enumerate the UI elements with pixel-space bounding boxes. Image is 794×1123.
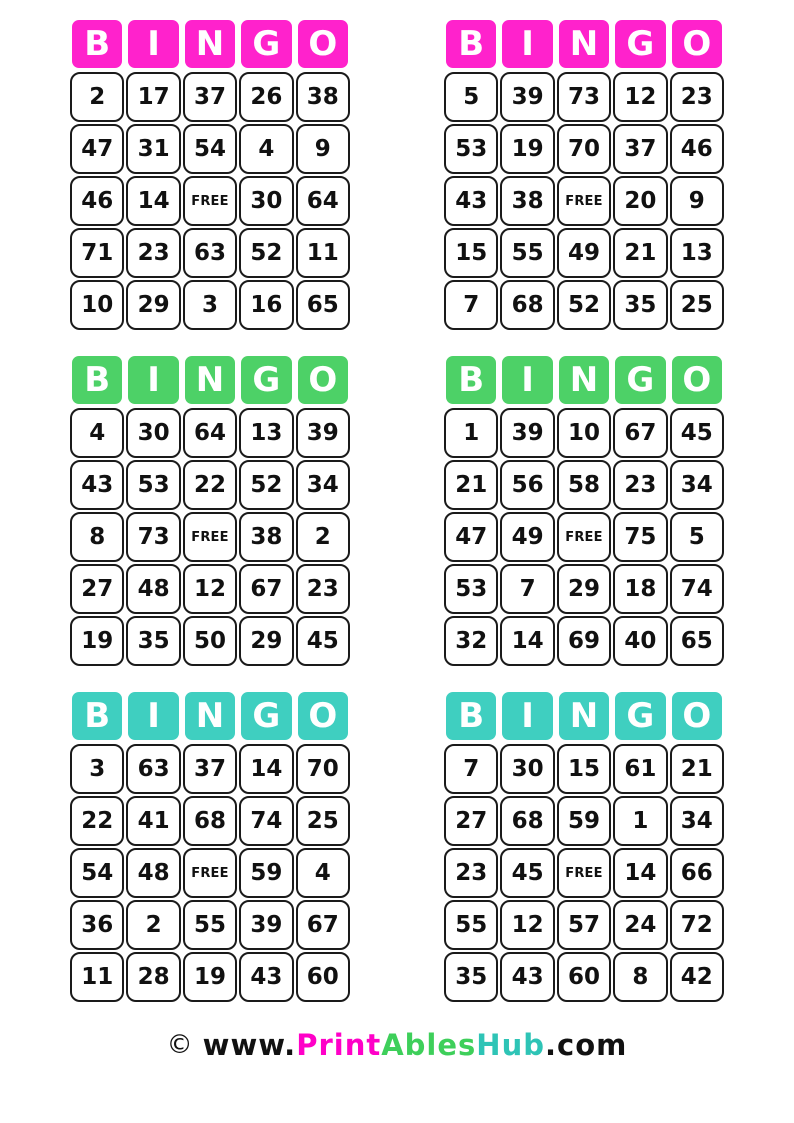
bingo-number-cell[interactable]: 69 — [557, 616, 611, 666]
bingo-row — [444, 900, 724, 950]
bingo-number-cell[interactable]: 29 — [126, 280, 180, 330]
bingo-number-cell[interactable]: 47 — [70, 124, 124, 174]
bingo-number-cell[interactable]: 31 — [126, 124, 180, 174]
bingo-header-letter: B — [444, 690, 498, 742]
bingo-number-cell[interactable]: 35 — [126, 616, 180, 666]
bingo-number-cell[interactable]: 65 — [296, 280, 350, 330]
bingo-header-letter: N — [183, 18, 237, 70]
bingo-header-letter: B — [70, 354, 124, 406]
bingo-header-letter: N — [183, 690, 237, 742]
bingo-number-cell[interactable]: 7 — [444, 280, 498, 330]
bingo-number-cell[interactable]: 39 — [296, 408, 350, 458]
bingo-number-cell[interactable]: 12 — [500, 900, 554, 950]
bingo-card-header — [444, 18, 724, 70]
bingo-number-cell[interactable]: 28 — [126, 952, 180, 1002]
bingo-number-cell[interactable]: 40 — [613, 616, 667, 666]
bingo-card — [70, 354, 350, 666]
bingo-number-cell[interactable]: 46 — [70, 176, 124, 226]
bingo-number-cell[interactable]: 61 — [613, 744, 667, 794]
bingo-header-letter: I — [126, 18, 180, 70]
bingo-number-cell[interactable]: 19 — [500, 124, 554, 174]
bingo-number-cell[interactable]: 34 — [670, 460, 724, 510]
bingo-number-cell[interactable]: 53 — [444, 564, 498, 614]
bingo-number-cell[interactable]: 17 — [126, 72, 180, 122]
bingo-number-cell[interactable]: 43 — [70, 460, 124, 510]
bingo-number-cell[interactable]: 4 — [296, 848, 350, 898]
bingo-number-cell[interactable]: 13 — [239, 408, 293, 458]
bingo-row — [70, 280, 350, 330]
bingo-number-cell[interactable]: 60 — [557, 952, 611, 1002]
bingo-row — [444, 796, 724, 846]
bingo-row — [70, 176, 350, 226]
bingo-number-cell[interactable]: 20 — [613, 176, 667, 226]
bingo-free-cell[interactable]: FREE — [183, 176, 237, 226]
bingo-number-cell[interactable]: 52 — [557, 280, 611, 330]
bingo-header-letter: I — [500, 690, 554, 742]
bingo-number-cell[interactable]: 70 — [296, 744, 350, 794]
bingo-number-cell[interactable]: 21 — [444, 460, 498, 510]
bingo-number-cell[interactable]: 37 — [613, 124, 667, 174]
bingo-number-cell[interactable]: 49 — [557, 228, 611, 278]
bingo-number-cell[interactable]: 63 — [183, 228, 237, 278]
bingo-number-cell[interactable]: 34 — [296, 460, 350, 510]
bingo-number-cell[interactable]: 9 — [670, 176, 724, 226]
bingo-number-cell[interactable]: 12 — [183, 564, 237, 614]
bingo-number-cell[interactable]: 50 — [183, 616, 237, 666]
url-part: Print — [296, 1028, 382, 1062]
bingo-number-cell[interactable]: 1 — [444, 408, 498, 458]
bingo-header-letter: I — [500, 354, 554, 406]
bingo-row — [70, 796, 350, 846]
bingo-cards-grid — [70, 18, 724, 1002]
bingo-number-cell[interactable]: 3 — [70, 744, 124, 794]
bingo-number-cell[interactable]: 7 — [444, 744, 498, 794]
bingo-number-cell[interactable]: 2 — [70, 72, 124, 122]
bingo-number-cell[interactable]: 68 — [500, 280, 554, 330]
bingo-free-cell[interactable]: FREE — [183, 512, 237, 562]
bingo-number-cell[interactable]: 53 — [444, 124, 498, 174]
bingo-card — [70, 690, 350, 1002]
bingo-number-cell[interactable]: 9 — [296, 124, 350, 174]
bingo-number-cell[interactable]: 58 — [557, 460, 611, 510]
bingo-number-cell[interactable]: 46 — [670, 124, 724, 174]
bingo-header-letter: B — [70, 18, 124, 70]
bingo-number-cell[interactable]: 23 — [296, 564, 350, 614]
bingo-row — [444, 280, 724, 330]
bingo-number-cell[interactable]: 73 — [126, 512, 180, 562]
bingo-header-letter: O — [670, 354, 724, 406]
bingo-free-cell[interactable]: FREE — [557, 512, 611, 562]
bingo-number-cell[interactable]: 14 — [500, 616, 554, 666]
bingo-header-letter: N — [557, 690, 611, 742]
bingo-number-cell[interactable]: 27 — [70, 564, 124, 614]
bingo-header-letter: O — [670, 690, 724, 742]
bingo-number-cell[interactable]: 38 — [500, 176, 554, 226]
bingo-row — [444, 124, 724, 174]
bingo-number-cell[interactable]: 27 — [444, 796, 498, 846]
bingo-number-cell[interactable]: 5 — [444, 72, 498, 122]
bingo-row — [70, 460, 350, 510]
bingo-number-cell[interactable]: 52 — [239, 228, 293, 278]
bingo-number-cell[interactable]: 60 — [296, 952, 350, 1002]
bingo-number-cell[interactable]: 74 — [239, 796, 293, 846]
bingo-number-cell[interactable]: 24 — [613, 900, 667, 950]
bingo-number-cell[interactable]: 11 — [70, 952, 124, 1002]
bingo-row — [444, 616, 724, 666]
bingo-number-cell[interactable]: 48 — [126, 848, 180, 898]
bingo-number-cell[interactable]: 54 — [70, 848, 124, 898]
bingo-number-cell[interactable]: 10 — [70, 280, 124, 330]
bingo-row — [444, 460, 724, 510]
url-part: www. — [202, 1028, 297, 1062]
bingo-row — [70, 616, 350, 666]
bingo-row — [444, 228, 724, 278]
bingo-number-cell[interactable]: 2 — [296, 512, 350, 562]
bingo-number-cell[interactable]: 73 — [557, 72, 611, 122]
bingo-row — [70, 72, 350, 122]
bingo-header-letter: N — [557, 354, 611, 406]
bingo-number-cell[interactable]: 23 — [670, 72, 724, 122]
bingo-number-cell[interactable]: 55 — [500, 228, 554, 278]
bingo-row — [70, 952, 350, 1002]
bingo-header-letter: B — [444, 18, 498, 70]
bingo-card-header — [70, 354, 350, 406]
bingo-card-header — [70, 18, 350, 70]
bingo-row — [70, 900, 350, 950]
bingo-number-cell[interactable]: 75 — [613, 512, 667, 562]
footer-branding — [60, 1028, 734, 1062]
bingo-number-cell[interactable]: 34 — [670, 796, 724, 846]
bingo-number-cell[interactable]: 39 — [500, 408, 554, 458]
bingo-number-cell[interactable]: 64 — [296, 176, 350, 226]
bingo-number-cell[interactable]: 11 — [296, 228, 350, 278]
bingo-number-cell[interactable]: 72 — [670, 900, 724, 950]
bingo-row — [444, 176, 724, 226]
bingo-header-letter: I — [126, 354, 180, 406]
bingo-row — [444, 952, 724, 1002]
bingo-header-letter: G — [239, 354, 293, 406]
bingo-number-cell[interactable]: 71 — [70, 228, 124, 278]
bingo-number-cell[interactable]: 35 — [444, 952, 498, 1002]
bingo-header-letter: G — [239, 18, 293, 70]
bingo-number-cell[interactable]: 52 — [239, 460, 293, 510]
bingo-number-cell[interactable]: 14 — [239, 744, 293, 794]
bingo-row — [70, 408, 350, 458]
bingo-number-cell[interactable]: 30 — [126, 408, 180, 458]
bingo-header-letter: O — [296, 690, 350, 742]
bingo-number-cell[interactable]: 70 — [557, 124, 611, 174]
bingo-number-cell[interactable]: 25 — [670, 280, 724, 330]
url-part: Ables — [381, 1028, 477, 1062]
bingo-header-letter: B — [70, 690, 124, 742]
bingo-number-cell[interactable]: 16 — [239, 280, 293, 330]
bingo-row — [444, 408, 724, 458]
bingo-number-cell[interactable]: 57 — [557, 900, 611, 950]
bingo-free-cell[interactable]: FREE — [557, 176, 611, 226]
bingo-number-cell[interactable]: 36 — [70, 900, 124, 950]
bingo-number-cell[interactable]: 35 — [613, 280, 667, 330]
bingo-number-cell[interactable]: 64 — [183, 408, 237, 458]
bingo-number-cell[interactable]: 25 — [296, 796, 350, 846]
bingo-number-cell[interactable]: 43 — [444, 176, 498, 226]
bingo-card-header — [444, 690, 724, 742]
bingo-number-cell[interactable]: 68 — [500, 796, 554, 846]
bingo-number-cell[interactable]: 10 — [557, 408, 611, 458]
bingo-card-header — [444, 354, 724, 406]
bingo-header-letter: O — [670, 18, 724, 70]
bingo-number-cell[interactable]: 3 — [183, 280, 237, 330]
bingo-number-cell[interactable]: 67 — [613, 408, 667, 458]
bingo-number-cell[interactable]: 4 — [239, 124, 293, 174]
bingo-number-cell[interactable]: 30 — [500, 744, 554, 794]
bingo-number-cell[interactable]: 18 — [613, 564, 667, 614]
bingo-number-cell[interactable]: 38 — [296, 72, 350, 122]
bingo-header-letter: G — [613, 18, 667, 70]
bingo-number-cell[interactable]: 13 — [670, 228, 724, 278]
bingo-number-cell[interactable]: 12 — [613, 72, 667, 122]
bingo-number-cell[interactable]: 19 — [183, 952, 237, 1002]
bingo-row — [70, 124, 350, 174]
bingo-number-cell[interactable]: 68 — [183, 796, 237, 846]
bingo-number-cell[interactable]: 29 — [239, 616, 293, 666]
bingo-number-cell[interactable]: 30 — [239, 176, 293, 226]
bingo-number-cell[interactable]: 43 — [500, 952, 554, 1002]
bingo-number-cell[interactable]: 67 — [296, 900, 350, 950]
bingo-number-cell[interactable]: 8 — [70, 512, 124, 562]
bingo-number-cell[interactable]: 48 — [126, 564, 180, 614]
bingo-number-cell[interactable]: 55 — [183, 900, 237, 950]
bingo-row — [70, 564, 350, 614]
bingo-number-cell[interactable]: 74 — [670, 564, 724, 614]
bingo-number-cell[interactable]: 1 — [613, 796, 667, 846]
bingo-number-cell[interactable]: 67 — [239, 564, 293, 614]
bingo-number-cell[interactable]: 37 — [183, 72, 237, 122]
bingo-free-cell[interactable]: FREE — [557, 848, 611, 898]
bingo-number-cell[interactable]: 39 — [500, 72, 554, 122]
bingo-header-letter: B — [444, 354, 498, 406]
website-url — [203, 1028, 628, 1062]
bingo-header-letter: N — [183, 354, 237, 406]
bingo-number-cell[interactable]: 45 — [296, 616, 350, 666]
bingo-number-cell[interactable]: 45 — [500, 848, 554, 898]
bingo-header-letter: G — [239, 690, 293, 742]
bingo-number-cell[interactable]: 22 — [70, 796, 124, 846]
bingo-number-cell[interactable]: 15 — [444, 228, 498, 278]
url-part: .com — [544, 1028, 628, 1062]
bingo-header-letter: O — [296, 18, 350, 70]
bingo-header-letter: N — [557, 18, 611, 70]
bingo-number-cell[interactable]: 15 — [557, 744, 611, 794]
bingo-number-cell[interactable]: 54 — [183, 124, 237, 174]
bingo-number-cell[interactable]: 23 — [613, 460, 667, 510]
bingo-number-cell[interactable]: 66 — [670, 848, 724, 898]
bingo-header-letter: G — [613, 690, 667, 742]
bingo-number-cell[interactable]: 56 — [500, 460, 554, 510]
bingo-header-letter: O — [296, 354, 350, 406]
bingo-number-cell[interactable]: 8 — [613, 952, 667, 1002]
bingo-number-cell[interactable]: 4 — [70, 408, 124, 458]
bingo-row — [444, 564, 724, 614]
bingo-number-cell[interactable]: 21 — [670, 744, 724, 794]
bingo-number-cell[interactable]: 29 — [557, 564, 611, 614]
bingo-number-cell[interactable]: 23 — [126, 228, 180, 278]
bingo-number-cell[interactable]: 21 — [613, 228, 667, 278]
bingo-row — [444, 744, 724, 794]
bingo-header-letter: G — [613, 354, 667, 406]
bingo-number-cell[interactable]: 47 — [444, 512, 498, 562]
bingo-number-cell[interactable]: 14 — [126, 176, 180, 226]
bingo-card-header — [70, 690, 350, 742]
bingo-number-cell[interactable]: 23 — [444, 848, 498, 898]
bingo-number-cell[interactable]: 2 — [126, 900, 180, 950]
bingo-number-cell[interactable]: 37 — [183, 744, 237, 794]
url-part: Hub — [476, 1028, 545, 1062]
bingo-number-cell[interactable]: 55 — [444, 900, 498, 950]
bingo-number-cell[interactable]: 7 — [500, 564, 554, 614]
bingo-number-cell[interactable]: 63 — [126, 744, 180, 794]
bingo-number-cell[interactable]: 14 — [613, 848, 667, 898]
bingo-card — [444, 690, 724, 1002]
bingo-row — [70, 848, 350, 898]
bingo-card — [70, 18, 350, 330]
bingo-row — [444, 72, 724, 122]
bingo-number-cell[interactable]: 49 — [500, 512, 554, 562]
bingo-number-cell[interactable]: 59 — [239, 848, 293, 898]
bingo-number-cell[interactable]: 19 — [70, 616, 124, 666]
bingo-card — [444, 18, 724, 330]
bingo-number-cell[interactable]: 65 — [670, 616, 724, 666]
bingo-number-cell[interactable]: 45 — [670, 408, 724, 458]
bingo-row — [444, 848, 724, 898]
bingo-number-cell[interactable]: 39 — [239, 900, 293, 950]
bingo-number-cell[interactable]: 41 — [126, 796, 180, 846]
bingo-number-cell[interactable]: 42 — [670, 952, 724, 1002]
bingo-free-cell[interactable]: FREE — [183, 848, 237, 898]
bingo-header-letter: I — [126, 690, 180, 742]
bingo-row — [444, 512, 724, 562]
bingo-row — [70, 512, 350, 562]
bingo-number-cell[interactable]: 43 — [239, 952, 293, 1002]
bingo-header-letter: I — [500, 18, 554, 70]
bingo-number-cell[interactable]: 22 — [183, 460, 237, 510]
bingo-number-cell[interactable]: 53 — [126, 460, 180, 510]
bingo-card — [444, 354, 724, 666]
bingo-number-cell[interactable]: 32 — [444, 616, 498, 666]
bingo-number-cell[interactable]: 38 — [239, 512, 293, 562]
bingo-number-cell[interactable]: 26 — [239, 72, 293, 122]
bingo-number-cell[interactable]: 5 — [670, 512, 724, 562]
bingo-row — [70, 228, 350, 278]
bingo-row — [70, 744, 350, 794]
bingo-number-cell[interactable]: 59 — [557, 796, 611, 846]
copyright-symbol: © — [166, 1030, 193, 1060]
